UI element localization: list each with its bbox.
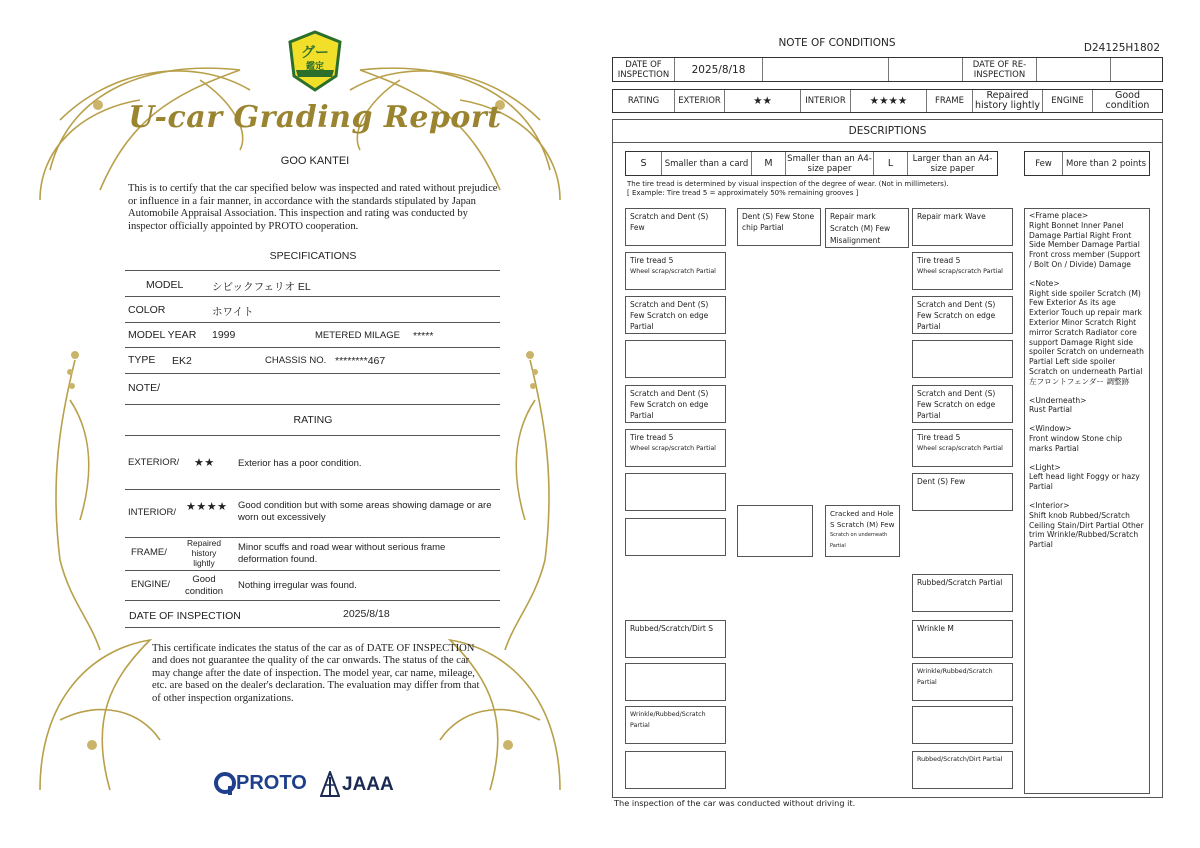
annotation-box-empty bbox=[912, 706, 1013, 744]
annotation-box-left-fender: Scratch and Dent (S) Few Scratch on edge Partial bbox=[625, 296, 726, 334]
model-label: MODEL bbox=[146, 279, 184, 291]
proto-logo-icon bbox=[214, 772, 236, 796]
annotation-box-right-seat: Wrinkle M bbox=[912, 620, 1013, 658]
divider bbox=[125, 600, 500, 601]
light-heading: <Light> bbox=[1029, 462, 1061, 472]
note-label: NOTE/ bbox=[128, 382, 161, 394]
exterior-label: EXTERIOR bbox=[675, 90, 725, 112]
engine-value: Good condition bbox=[184, 574, 224, 597]
underneath-heading: <Underneath> bbox=[1029, 395, 1087, 405]
model-year-value: 1999 bbox=[212, 329, 236, 341]
annotation-box-tire-front-right bbox=[912, 252, 1013, 290]
annotation-box-empty bbox=[912, 340, 1013, 378]
jaaa-logo-icon bbox=[320, 771, 340, 797]
date-of-inspection-label: DATE OF INSPECTION bbox=[129, 610, 241, 622]
tire-tread-text: Tire tread 5 bbox=[630, 256, 674, 265]
jaaa-logo-text: JAAA bbox=[342, 774, 394, 795]
certificate-disclaimer: This certificate indicates the status of the car as of DATE OF INSPECTION and does not guarantee the quality of the car onwards. The status of the car may change after the date of inspection. The model year, car name, mileage, etc. are based on the dealer's declaration. The evaluation may differ from that of other inspection organizations. bbox=[152, 643, 480, 704]
color-value: ホワイト bbox=[212, 306, 254, 318]
exterior-description: Exterior has a poor condition. bbox=[238, 458, 362, 469]
interior-text: Shift knob Rubbed/Scratch Ceiling Stain/Dirt Partial Other trim Wrinkle/Rubbed/Scratch Partial bbox=[1029, 510, 1144, 550]
window-text: Front window Stone chip marks Partial bbox=[1029, 433, 1123, 453]
legend-s: S bbox=[626, 152, 662, 175]
tire-tread-text: Tire tread 5 bbox=[630, 433, 674, 442]
frame-value: Repaired history lightly bbox=[973, 90, 1043, 112]
descriptions-heading: DESCRIPTIONS bbox=[612, 119, 1163, 143]
frame-description: Minor scuffs and road wear without serious frame deformation found. bbox=[238, 542, 446, 565]
date-of-inspection-label: DATE OF INSPECTION bbox=[613, 58, 675, 81]
rear-seat-text: Rubbed/Scratch/Dirt Partial bbox=[917, 756, 1003, 763]
divider bbox=[125, 489, 500, 490]
rating-heading: RATING bbox=[293, 414, 333, 426]
tire-tread-text: Tire tread 5 bbox=[917, 256, 961, 265]
tire-example: [ Example: Tire tread 5 = approximately 50% remaining grooves ] bbox=[627, 189, 859, 197]
inspection-disclaimer: The inspection of the car was conducted without driving it. bbox=[614, 798, 856, 808]
interior-label: INTERIOR/ bbox=[128, 507, 177, 518]
annotation-box-empty bbox=[737, 505, 813, 557]
tire-tread-text: Tire tread 5 bbox=[917, 433, 961, 442]
legend-l-desc: Larger than an A4-size paper bbox=[912, 153, 993, 174]
annotation-box-tire-front-left bbox=[625, 252, 726, 290]
legend-m-desc: Smaller than an A4-size paper bbox=[786, 152, 874, 175]
rear-underneath-text: Scratch on underneath Partial bbox=[830, 532, 888, 549]
annotation-box-rear bbox=[825, 505, 900, 557]
trim-text: Wrinkle/Rubbed/Scratch Partial bbox=[630, 711, 706, 729]
interior-heading: <Interior> bbox=[1029, 500, 1070, 510]
annotation-box-tire-rear-left bbox=[625, 429, 726, 467]
chassis-label: CHASSIS NO. bbox=[265, 355, 327, 366]
divider bbox=[125, 570, 500, 571]
svg-text:鑑定: 鑑定 bbox=[305, 62, 325, 72]
annotation-box-ceiling: Rubbed/Scratch/Dirt S bbox=[625, 620, 726, 658]
annotation-box-right-door: Scratch and Dent (S) Few Scratch on edge Partial bbox=[912, 385, 1013, 423]
window-heading: <Window> bbox=[1029, 424, 1072, 434]
underneath-text: Rust Partial bbox=[1029, 405, 1072, 415]
mileage-label: METERED MILAGE bbox=[315, 330, 400, 341]
trim-text: Wrinkle/Rubbed/Scratch Partial bbox=[917, 668, 993, 686]
chassis-value: ********467 bbox=[335, 355, 386, 367]
annotation-box-empty bbox=[625, 751, 726, 789]
wheel-scrap-text: Wheel scrap/scratch Partial bbox=[630, 268, 716, 275]
legend-few-desc: More than 2 points bbox=[1065, 158, 1146, 169]
engine-description: Nothing irregular was found. bbox=[238, 580, 357, 591]
color-label: COLOR bbox=[128, 304, 166, 316]
divider bbox=[125, 373, 500, 374]
date-of-inspection-value: 2025/8/18 bbox=[343, 608, 390, 620]
annotation-box-tire-rear-right bbox=[912, 429, 1013, 467]
interior-label: INTERIOR bbox=[801, 90, 851, 112]
interior-value: ★★★★ bbox=[851, 90, 927, 112]
wheel-scrap-text: Wheel scrap/scratch Partial bbox=[630, 445, 716, 452]
exterior-value: ★★ bbox=[725, 90, 801, 112]
frame-label: FRAME/ bbox=[131, 547, 167, 558]
mileage-value: ***** bbox=[413, 330, 434, 342]
divider bbox=[125, 347, 500, 348]
engine-label: ENGINE bbox=[1043, 90, 1093, 112]
light-text: Left head light Foggy or hazy Partial bbox=[1029, 472, 1140, 492]
model-year-label: MODEL YEAR bbox=[128, 329, 197, 341]
annotation-box-left-trim bbox=[625, 706, 726, 744]
annotation-box-front-right: Repair mark Wave bbox=[912, 208, 1013, 246]
annotation-box-right-trim bbox=[912, 663, 1013, 701]
engine-value: Good condition bbox=[1105, 90, 1150, 111]
annotation-box-rear-seat bbox=[912, 751, 1013, 789]
rear-damage-text: Cracked and Hole S Scratch (M) Few bbox=[830, 509, 895, 529]
specifications-heading: SPECIFICATIONS bbox=[269, 250, 357, 262]
type-value: EK2 bbox=[172, 355, 192, 367]
annotation-box-rear-right: Dent (S) Few bbox=[912, 473, 1013, 511]
date-of-inspection-value: 2025/8/18 bbox=[675, 58, 763, 81]
wheel-scrap-text: Wheel scrap/scratch Partial bbox=[917, 268, 1003, 275]
frame-label: FRAME bbox=[927, 90, 973, 112]
certification-statement: This is to certify that the car specified below was inspected and rated without prejudice or influence in a fair manner, in accordance with the standards stipulated by Japan Automobile Appraisal Association. This inspection and rating was conducted by inspector officially appointed by PROTO cooperation. bbox=[128, 183, 498, 232]
note-text: Right side spoiler Scratch (M) Few Exterior As its age Exterior Touch up repair mark Exterior Minor Scratch Right mirror Scratch Radiator core support Damage Right side spoiler Scratch on underneath Partial Left side spoiler Scratch on underneath Partial 左フロントフェンダー 調整跡 bbox=[1029, 288, 1144, 386]
annotation-box-steering: Rubbed/Scratch Partial bbox=[912, 574, 1013, 612]
engine-label: ENGINE/ bbox=[131, 579, 171, 590]
divider bbox=[125, 404, 500, 405]
proto-logo-text: PROTO bbox=[236, 772, 307, 794]
annotation-box-left-door: Scratch and Dent (S) Few Scratch on edge Partial bbox=[625, 385, 726, 423]
exterior-stars: ★★ bbox=[194, 456, 215, 469]
exterior-label: EXTERIOR/ bbox=[128, 457, 180, 468]
note-of-conditions-title: NOTE OF CONDITIONS bbox=[778, 37, 896, 49]
legend-s-desc: Smaller than a card bbox=[662, 152, 752, 175]
divider bbox=[125, 322, 500, 323]
annotation-box-front-left: Scratch and Dent (S) Few bbox=[625, 208, 726, 246]
interior-description: Good condition but with some areas showing damage or are worn out excessively bbox=[238, 500, 492, 523]
tire-note: The tire tread is determined by visual inspection of the degree of wear. (Not in millimeters). bbox=[627, 180, 949, 188]
annotation-box-right-fender: Scratch and Dent (S) Few Scratch on edge Partial bbox=[912, 296, 1013, 334]
divider bbox=[125, 296, 500, 297]
wheel-scrap-text: Wheel scrap/scratch Partial bbox=[917, 445, 1003, 452]
rating-label: RATING bbox=[613, 90, 675, 112]
frame-place-text: Right Bonnet Inner Panel Damage Partial Right Front Side Member Damage Partial Front cross member (Support / Bolt On / Divide) Damage bbox=[1029, 220, 1141, 269]
type-label: TYPE bbox=[128, 354, 156, 366]
annotation-box-empty bbox=[625, 663, 726, 701]
goo-kantei-badge-icon bbox=[286, 30, 344, 92]
frame-place-heading: <Frame place> bbox=[1029, 211, 1089, 220]
annotation-box-bonnet-right: Repair mark Scratch (M) Few Misalignment bbox=[825, 208, 909, 248]
reinspection-label: DATE OF RE-INSPECTION bbox=[963, 58, 1037, 81]
annotation-box-empty bbox=[625, 473, 726, 511]
legend-m: M bbox=[752, 152, 786, 175]
note-heading: <Note> bbox=[1029, 278, 1060, 288]
legend-l: L bbox=[874, 152, 908, 175]
annotation-box-empty bbox=[625, 340, 726, 378]
divider bbox=[125, 270, 500, 271]
report-subtitle: GOO KANTEI bbox=[280, 155, 350, 167]
frame-value: Repaired history lightly bbox=[187, 538, 221, 569]
condition-details-panel bbox=[1024, 208, 1150, 794]
divider bbox=[125, 627, 500, 628]
annotation-box-empty bbox=[625, 518, 726, 556]
svg-text:グー: グー bbox=[301, 45, 329, 61]
interior-stars: ★★★★ bbox=[186, 500, 228, 513]
model-value: シビックフェリオ EL bbox=[212, 281, 311, 293]
divider bbox=[125, 435, 500, 436]
legend-few: Few bbox=[1025, 152, 1063, 175]
document-id: D24125H1802 bbox=[1083, 42, 1160, 54]
report-title: U-car Grading Report bbox=[128, 100, 502, 135]
annotation-box-bonnet-left: Dent (S) Few Stone chip Partial bbox=[737, 208, 821, 246]
